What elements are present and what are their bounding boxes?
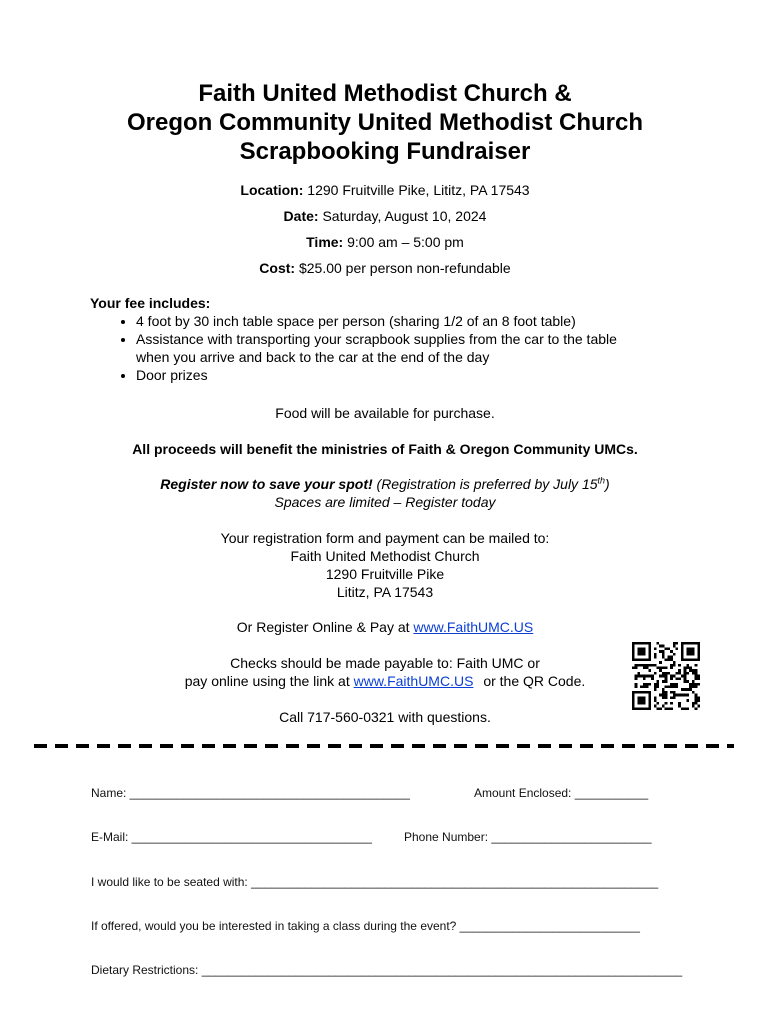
time-value: 9:00 am – 5:00 pm — [347, 234, 464, 250]
checks-pre: pay online using the link at — [184, 673, 350, 689]
date-line — [0, 206, 770, 232]
food-note: Food will be available for purchase. — [275, 405, 495, 421]
mail-line-3: Lititz, PA 17543 — [336, 584, 434, 600]
qr-code-icon[interactable] — [632, 642, 700, 710]
register-note-pre: (Registration is preferred by July 15 — [376, 476, 598, 492]
mail-line-1: Faith United Methodist Church — [290, 548, 480, 564]
dietary-field[interactable]: Dietary Restrictions: ________________________________________________________________________ — [91, 963, 683, 977]
register-note-post: ) — [605, 476, 610, 492]
website-link-2[interactable]: www.FaithUMC.US — [353, 673, 474, 689]
seated-with-field[interactable]: I would like to be seated with: _____________________________________________________________ — [91, 875, 659, 889]
mail-intro: Your registration form and payment can be mailed to: — [220, 530, 550, 546]
time-line — [0, 232, 770, 258]
fee-item: • 4 foot by 30 inch table space per person (sharing 1/2 of an 8 foot table) — [136, 312, 690, 330]
location-value: 1290 Fruitville Pike, Lititz, PA 17543 — [307, 182, 530, 198]
date-value: Saturday, August 10, 2024 — [322, 208, 487, 224]
title-line-2: Oregon Community United Methodist Church — [127, 109, 643, 136]
date-label: Date: — [283, 208, 319, 224]
limited-line: Spaces are limited – Register today — [274, 494, 496, 510]
flyer-title — [0, 79, 770, 166]
fee-heading: Your fee includes: — [90, 295, 211, 311]
time-label: Time: — [306, 234, 344, 250]
fee-item: • Door prizes — [136, 366, 690, 384]
fee-list — [90, 312, 690, 384]
register-line — [0, 475, 770, 493]
checks-line-1: Checks should be made payable to: Faith UMC or — [230, 655, 540, 671]
online-line — [0, 618, 770, 636]
location-label: Location: — [240, 182, 304, 198]
register-block — [0, 475, 770, 511]
register-note-sup: th — [597, 475, 606, 486]
cut-line — [34, 744, 734, 748]
location-line — [0, 180, 770, 206]
cost-value: $25.00 per person non-refundable — [298, 260, 511, 276]
email-field[interactable]: E-Mail: ____________________________________ — [91, 830, 372, 844]
cost-line — [0, 258, 770, 284]
mail-line-2: 1290 Fruitville Pike — [325, 566, 445, 582]
register-cta: Register now to save your spot! — [160, 476, 373, 492]
title-line-3: Scrapbooking Fundraiser — [239, 138, 531, 165]
title-line-1: Faith United Methodist Church & — [198, 80, 572, 107]
checks-post: or the QR Code. — [483, 673, 586, 689]
fee-includes — [90, 294, 690, 384]
cost-label: Cost: — [259, 260, 296, 276]
class-interest-field[interactable]: If offered, would you be interested in taking a class during the event? ___________________________ — [91, 919, 640, 933]
mail-block — [0, 529, 770, 601]
website-link[interactable]: www.FaithUMC.US — [413, 619, 534, 635]
event-info — [0, 180, 770, 284]
fee-item: • Assistance with transporting your scrapbook supplies from the car to the table when you arrive and back to the car at the end of the day — [136, 330, 690, 366]
name-field[interactable]: Name: __________________________________________ — [91, 786, 410, 800]
phone-field[interactable]: Phone Number: ________________________ — [404, 830, 652, 844]
proceeds-note: All proceeds will benefit the ministries of Faith & Oregon Community UMCs. — [132, 441, 638, 457]
call-line: Call 717-560-0321 with questions. — [279, 709, 491, 725]
online-text: Or Register Online & Pay at — [236, 619, 410, 635]
amount-enclosed-field[interactable]: Amount Enclosed: ___________ — [474, 786, 649, 800]
